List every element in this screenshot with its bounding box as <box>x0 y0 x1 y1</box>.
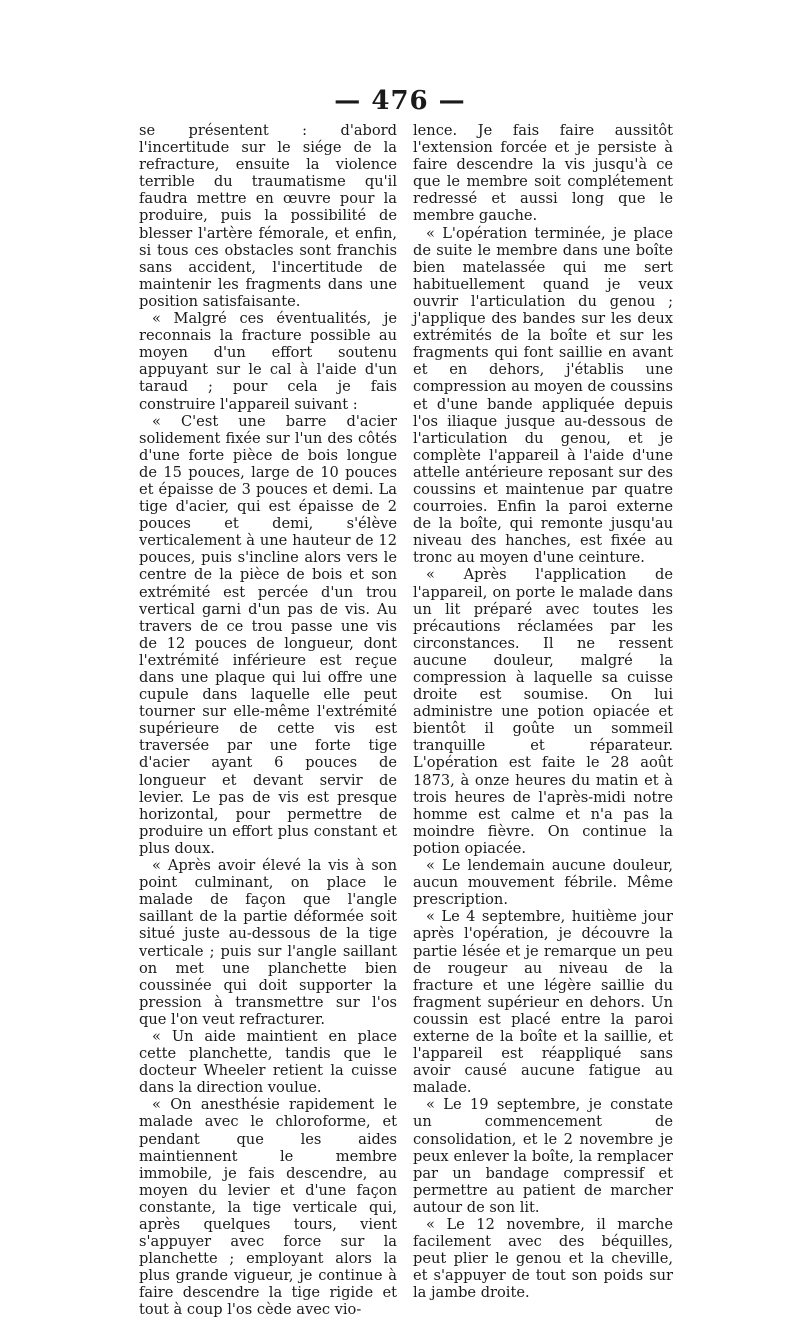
paragraph: « On anesthésie rapidement le malade avec le chloroforme, et pendant que les aides maintiennent le membre immobile, je fais descendre, au moyen du levier et d'une façon constante, la tige verticale qui, après quelques tours, vient s'appuyer avec force sur la planchette ; employant alors la plus grande vigueur, je continue à faire descendre la tige rigide et tout à coup l'os cède avec vio- <box>139 1096 397 1319</box>
paragraph: « Le 4 septembre, huitième jour après l'opération, je découvre la partie lésée et je remarque un peu de rougeur au niveau de la fracture et une légère saillie du fragment supérieur en dehors. Un coussin est placé entre la paroi externe de la boîte et la saillie, et l'appareil est réappliqué sans avoir causé aucune fatigue au malade. <box>413 908 673 1097</box>
paragraph: « Malgré ces éventualités, je reconnais la fracture possible au moyen d'un effort soutenu appuyant sur le cal à l'aide d'un taraud ; pour cela je fais construire l'appareil suivant : <box>139 310 397 413</box>
paragraph: se présentent : d'abord l'incertitude sur le siége de la refracture, ensuite la violence terrible du traumatisme qu'il faudra mettre en œuvre pour la produire, puis la possibilité de blesser l'artère fémorale, et enfin, si tous ces obstacles sont franchis sans accident, l'incertitude de maintenir les fragments dans une position satisfaisante. <box>139 122 397 310</box>
left-column <box>139 122 397 1319</box>
paragraph: « Le lendemain aucune douleur, aucun mouvement fébrile. Même prescription. <box>413 857 673 909</box>
right-column <box>413 122 673 1301</box>
paragraph: « L'opération terminée, je place de suite le membre dans une boîte bien matelassée qui me sert habituellement quand je veux ouvrir l'articulation du genou ; j'applique des bandes sur les deux extrémités de la boîte et sur les fragments qui font saillie en avant et en dehors, j'établis une compression au moyen de coussins et d'une bande appliquée depuis l'os iliaque jusque au-dessous de l'articulation du genou, et je complète l'appareil à l'aide d'une attelle antérieure reposant sur des coussins et maintenue par quatre courroies. Enfin la paroi externe de la boîte, qui remonte jusqu'au niveau des hanches, est fixée au tronc au moyen d'une ceinture. <box>413 224 674 567</box>
paragraph: « Après l'application de l'appareil, on porte le malade dans un lit préparé avec toutes les précautions réclamées par les circonstances. Il ne ressent aucune douleur, malgré la compression à laquelle sa cuisse droite est soumise. On lui administre une potion opiacée et bientôt il goûte un sommeil tranquille et réparateur. L'opération est faite le 28 août 1873, à onze heures du matin et à trois heures de l'après-midi notre homme est calme et n'a pas la moindre fièvre. On continue la potion opiacée. <box>413 566 673 857</box>
paragraph: « Le 19 septembre, je constate un commencement de consolidation, et le 2 novembre je peux enlever la boîte, la remplacer par un bandage compressif et permettre au patient de marcher autour de son lit. <box>413 1096 673 1216</box>
page-number: — 476 — <box>334 86 466 116</box>
paragraph: « Le 12 novembre, il marche facilement avec des béquilles, peut plier le genou et la cheville, et s'appuyer de tout son poids sur la jambe droite. <box>413 1216 673 1302</box>
paragraph: « C'est une barre d'acier solidement fixée sur l'un des côtés d'une forte pièce de bois longue de 15 pouces, large de 10 pouces et épaisse de 3 pouces et demi. La tige d'acier, qui est épaisse de 2 pouces et demi, s'élève verticalement à une hauteur de 12 pouces, puis s'incline alors vers le centre de la pièce de bois et son extrémité est percée d'un trou vertical garni d'un pas de vis. Au travers de ce trou passe une vis de 12 pouces de longueur, dont l'extrémité inférieure est reçue dans une plaque qui lui offre une cupule dans laquelle elle peut tourner sur elle-même l'extrémité supérieure de cette vis est traversée par une forte tige d'acier ayant 6 pouces de longueur et devant servir de levier. Le pas de vis est presque horizontal, pour permettre de produire un effort plus constant et plus doux. <box>139 412 397 857</box>
paragraph: « Après avoir élevé la vis à son point culminant, on place le malade de façon que l'angle saillant de la partie déformée soit situé juste au-dessous de la tige verticale ; puis sur l'angle saillant on met une planchette bien coussinée qui doit supporter la pression à transmettre sur l'os que l'on veut refracturer. <box>139 857 397 1028</box>
paragraph: lence. Je fais faire aussitôt l'extension forcée et je persiste à faire descendre la vis jusqu'à ce que le membre soit complétement redressé et aussi long que le membre gauche. <box>413 122 673 225</box>
paragraph: « Un aide maintient en place cette planchette, tandis que le docteur Wheeler retient la cuisse dans la direction voulue. <box>139 1027 397 1097</box>
